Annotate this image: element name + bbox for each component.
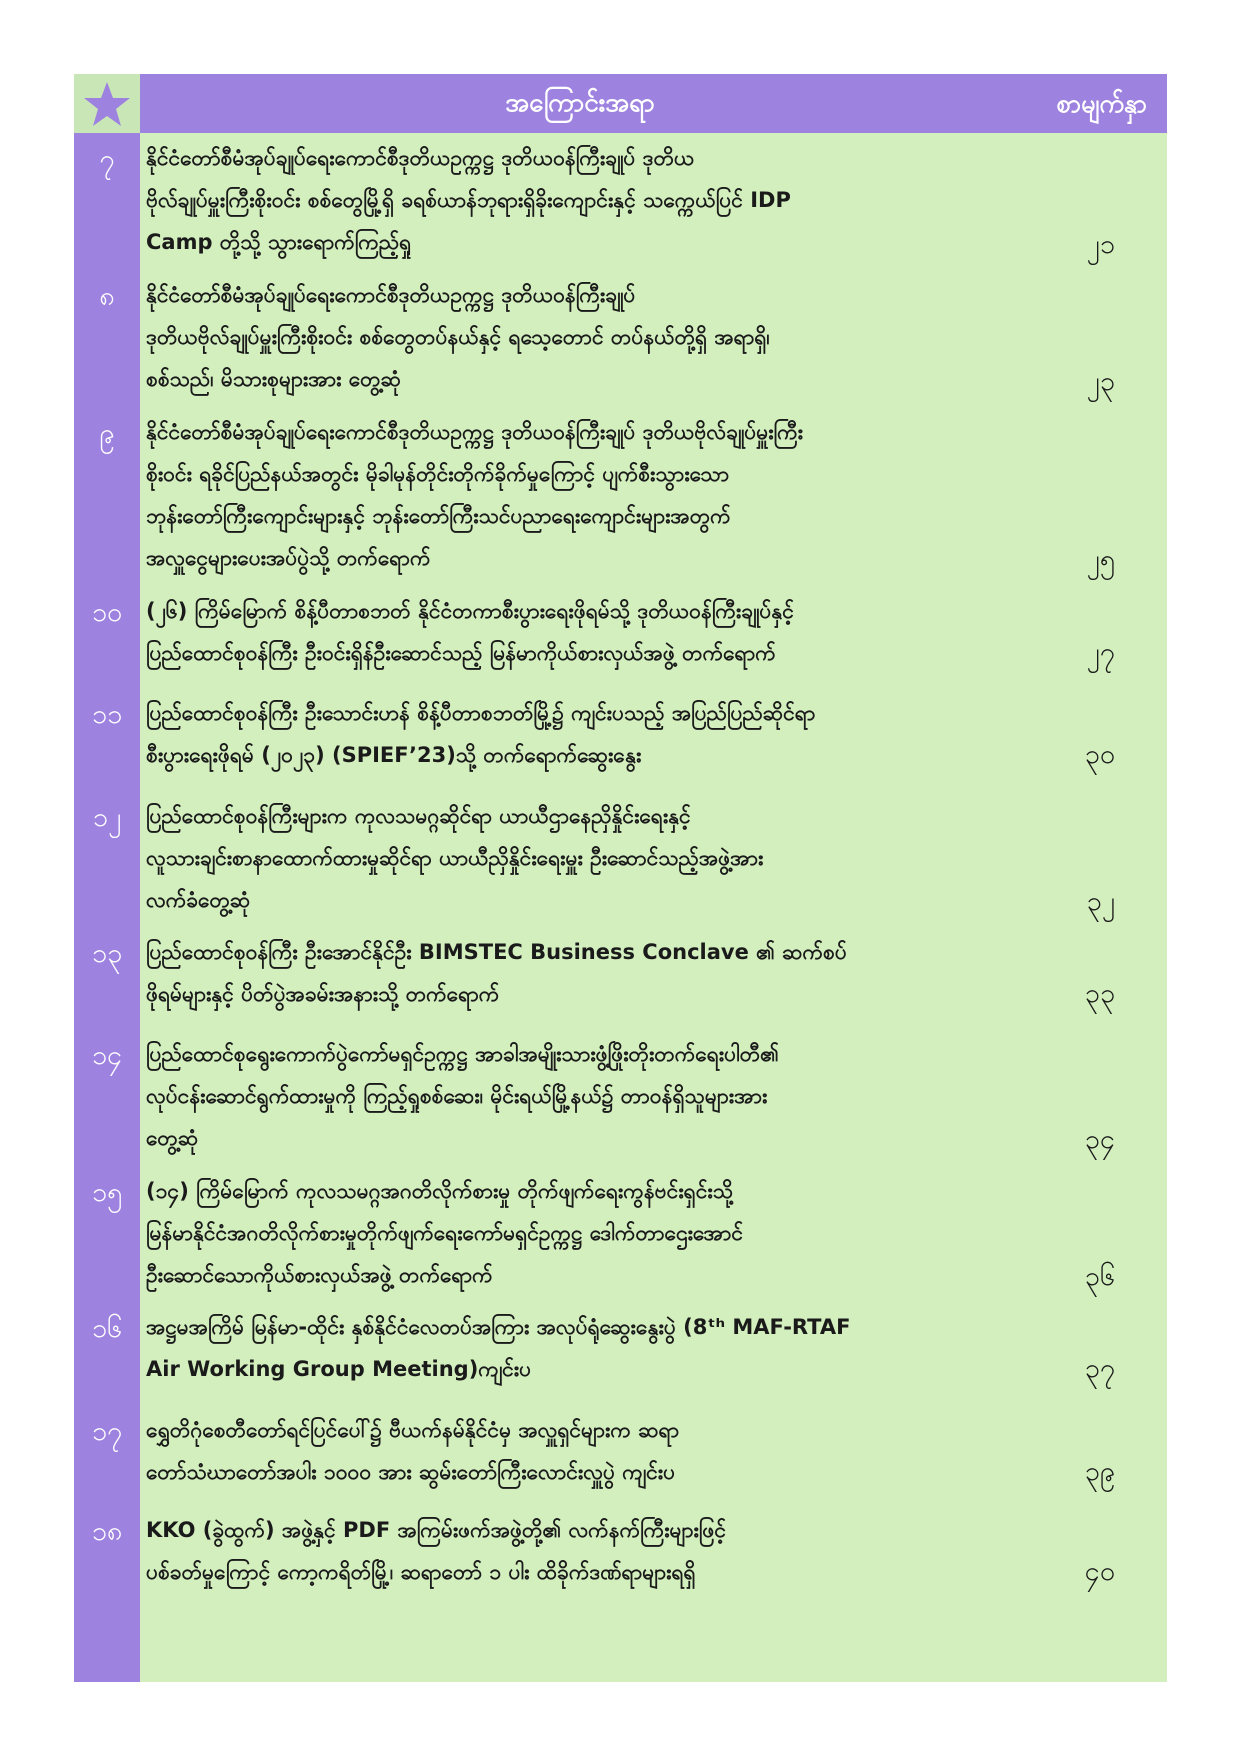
entry-number: ၇ <box>99 144 115 175</box>
entry-page: ၂၃ <box>1086 366 1115 397</box>
entry-title: (၁၄) ကြိမ်မြောက် ကုလသမဂ္ဂအဂတိလိုက်စားမှု တိုက်ဖျက်ရေးကွန်ဗင်းရှင်းသို့ မြန်မာနိုင်ငံအဂတိလိုက်စားမှုတိုက်ဖျက်ရေးကော်မရှင်ဥက္ကဋ္ဌ ဒေါက်တာဌေးအောင် ဦးဆောင်သောကိုယ်စားလှယ်အဖွဲ့ တက်ရောက် <box>146 1179 744 1287</box>
entry-title: နိုင်ငံတော်စီမံအုပ်ချုပ်ရေးကောင်စီဒုတိယဥက္ကဋ္ဌ ဒုတိယဝန်ကြီးချုပ် ဒုတိယ ဗိုလ်ချုပ်မှူးကြီးစိုးဝင်း စစ်တွေမြို့ရှိ ခရစ်ယာန်ဘုရားရှိခိုးကျောင်းနှင့် သက္ကေယ်ပြင် IDP Camp တို့သို့ သွားရောက်ကြည့်ရှု <box>146 146 791 254</box>
entry-title: KKO (ခွဲထွက်) အဖွဲ့နှင့် PDF အကြမ်းဖက်အဖွဲ့တို့၏ လက်နက်ကြီးများဖြင့် ပစ်ခတ်မှုကြောင့် ကော့ကရိတ်မြို့၊ ဆရာတော် ၁ ပါး ထိခိုက်ဒဏ်ရာများရရှိ <box>146 1518 726 1584</box>
entry-title: ပြည်ထောင်စုဝန်ကြီး ဦးသောင်းဟန် စိန့်ပီတာစဘတ်မြို့၌ ကျင်းပသည့် အပြည်ပြည်ဆိုင်ရာ စီးပွားရေးဖိုရမ် (၂၀၂၃) (SPIEF’23)သို့ တက်ရောက်ဆွေးနွေး <box>146 701 816 767</box>
entry-title: ပြည်ထောင်စုဝန်ကြီး ဦးအောင်နိုင်ဦး BIMSTEC Business Conclave ၏ ဆက်စပ် ဖိုရမ်များနှင့် ပိတ်ပွဲအခမ်းအနားသို့ တက်ရောက် <box>146 940 847 1006</box>
toc-header <box>74 74 1167 133</box>
entry-page: ၃၀ <box>1084 739 1115 770</box>
entry-number: ၁၃ <box>91 938 123 969</box>
entry-page: ၂၇ <box>1086 637 1115 668</box>
entry-number: ၁၂ <box>92 802 122 833</box>
entry-page: ၂၁ <box>1086 229 1115 260</box>
star-cell <box>74 74 140 133</box>
entry-number: ၁၀ <box>91 597 123 628</box>
table-of-contents <box>74 74 1167 1682</box>
star-icon <box>82 79 132 129</box>
entry-number: ၁၁ <box>91 699 123 730</box>
entry-title: (၂၆) ကြိမ်မြောက် စိန့်ပီတာစဘတ် နိုင်ငံတကာစီးပွားရေးဖိုရမ်သို့ ဒုတိယဝန်ကြီးချုပ်နှင့် ပြည်ထောင်စုဝန်ကြီး ဦးဝင်းရှိန်ဦးဆောင်သည့် မြန်မာကိုယ်စားလှယ်အဖွဲ့ တက်ရောက် <box>146 599 794 665</box>
entry-page: ၃၄ <box>1084 1124 1115 1155</box>
entry-title: ပြည်ထောင်စုဝန်ကြီးများက ကုလသမဂ္ဂဆိုင်ရာ ယာယီဌာနေညှိနှိုင်းရေးနှင့် လူသားချင်းစာနာထောက်ထားမှုဆိုင်ရာ ယာယီညှိနှိုင်းရေးမှူး ဦးဆောင်သည့်အဖွဲ့အား လက်ခံတွေ့ဆုံ <box>146 804 764 912</box>
entry-number: ၁၄ <box>91 1040 123 1071</box>
entry-title: နိုင်ငံတော်စီမံအုပ်ချုပ်ရေးကောင်စီဒုတိယဥက္ကဋ္ဌ ဒုတိယဝန်ကြီးချုပ် ဒုတိယဗိုလ်ချုပ်မှူးကြီး စိုးဝင်း ရခိုင်ပြည်နယ်အတွင်း မိုခါမုန်တိုင်းတိုက်ခိုက်မှုကြောင့် ပျက်စီးသွားသော ဘုန်းတော်ကြီးကျောင်းများနှင့် ဘုန်းတော်ကြီးသင်ပညာရေးကျောင်းများအတွက် အလှူငွေများပေးအပ်ပွဲသို့ တက်ရောက် <box>146 420 803 570</box>
entry-number: ၁၆ <box>91 1313 123 1344</box>
entry-page: ၂၅ <box>1086 544 1115 575</box>
entry-title: ရွှေတိဂုံစေတီတော်ရင်ပြင်ပေါ်၌ ဗီယက်နမ်နိုင်ငံမှ အလှူရှင်များက ဆရာ တော်သံဃာတော်အပါး ၁၀၀၀ အား ဆွမ်းတော်ကြီးလောင်းလှူပွဲ ကျင်းပ <box>146 1418 680 1484</box>
entry-number: ၁၇ <box>91 1416 123 1447</box>
header-title: အကြောင်းအရာ <box>505 88 655 118</box>
entry-title: နိုင်ငံတော်စီမံအုပ်ချုပ်ရေးကောင်စီဒုတိယဥက္ကဋ္ဌ ဒုတိယဝန်ကြီးချုပ် ဒုတိယဗိုလ်ချုပ်မှူးကြီးစိုးဝင်း စစ်တွေတပ်နယ်နှင့် ရသေ့တောင် တပ်နယ်တို့ရှိ အရာရှိ၊ စစ်သည်၊ မိသားစုများအား တွေ့ဆုံ <box>146 283 770 391</box>
header-page-label: စာမျက်နှာ <box>1056 89 1147 118</box>
entry-title: ပြည်ထောင်စုရွေးကောက်ပွဲကော်မရှင်ဥက္ကဋ္ဌ အာခါအမျိုးသားဖွံ့ဖြိုးတိုးတက်ရေးပါတီ၏ လုပ်ငန်းဆောင်ရွက်ထားမှုကို ကြည့်ရှုစစ်ဆေး၊ မိုင်းရယ်မြို့နယ်၌ တာဝန်ရှိသူများအား တွေ့ဆုံ <box>146 1042 779 1150</box>
entry-page: ၄၀ <box>1084 1556 1115 1587</box>
entry-page: ၃၃ <box>1084 978 1115 1009</box>
entry-page: ၃၉ <box>1084 1456 1115 1487</box>
entry-page: ၃၇ <box>1084 1353 1115 1384</box>
entry-number: ၁၅ <box>91 1177 123 1208</box>
entry-title: အဋ္ဌမအကြိမ် မြန်မာ-ထိုင်း နှစ်နိုင်ငံလေတပ်အကြား အလုပ်ရုံဆွေးနွေးပွဲ (8ᵗʰ MAF-RTAF Air Working Group Meeting)ကျင်းပ <box>146 1315 851 1381</box>
entry-page: ၃၆ <box>1084 1261 1115 1292</box>
entry-number: ၁၈ <box>91 1516 123 1547</box>
entry-page: ၃၂ <box>1086 886 1115 917</box>
entry-number: ၉ <box>99 418 115 449</box>
entry-number: ၈ <box>99 281 115 312</box>
